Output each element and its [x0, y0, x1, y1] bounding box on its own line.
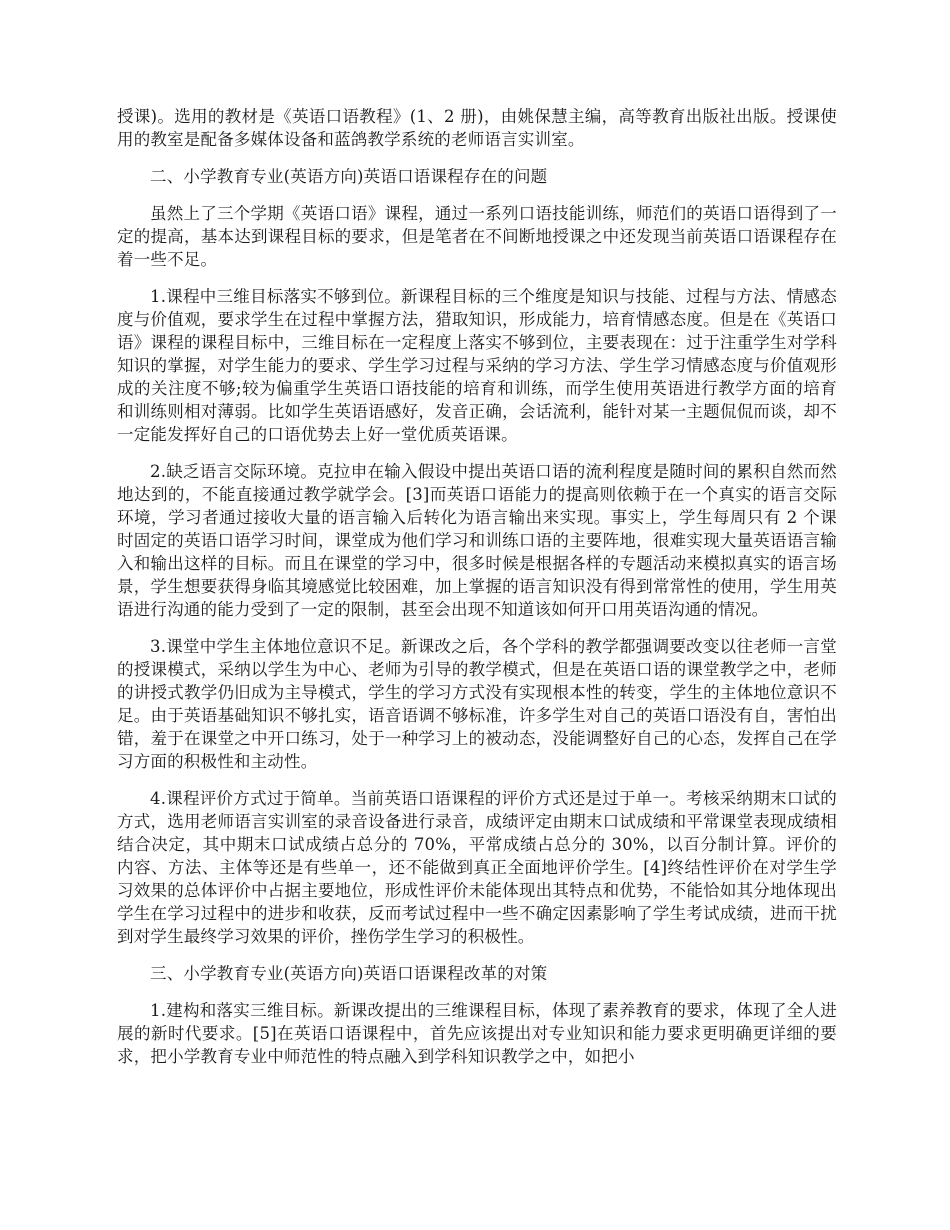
- paragraph-problem-2: 2.缺乏语言交际环境。克拉申在输入假设中提出英语口语的流利程度是随时间的累积自然而然地达到的，不能直接通过教学就学会。[3]而英语口语能力的提高则依赖于在一个真实的语言交际环境，学习者通过接收大量的语言输入后转化为语言输出来实现。事实上，学生每周只有 2 个课时固定的英语口语学习时间，课堂成为他们学习和训练口语的主要阵地，很难实现大量英语语言输入和输出这样的目标。而且在课堂的学习中，很多时候是根据各样的专题活动来模拟真实的语言场景，学生想要获得身临其境感觉比较困难，加上掌握的语言知识没有得到常常性的使用，学生用英语进行沟通的能力受到了一定的限制，甚至会出现不知道该如何开口用英语沟通的情况。: [117, 462, 837, 619]
- paragraph-problems-overview: 虽然上了三个学期《英语口语》课程，通过一系列口语技能训练，师范们的英语口语得到了一定的提高，基本达到课程目标的要求，但是笔者在不间断地授课之中还发现当前英语口语课程存在着一些不足。: [117, 204, 837, 269]
- paragraph-problem-4: 4.课程评价方式过于简单。当前英语口语课程的评价方式还是过于单一。考核采纳期末口试的方式，选用老师语言实训室的录音设备进行录音，成绩评定由期末口试成绩和平常课堂表现成绩相结合决定，其中期末口试成绩占总分的 70%，平常成绩占总分的 30%，以百分制计算。评价的内容、方法、主体等还是有些单一，还不能做到真正全面地评价学生。[4]终结性评价在对学生学习效果的总体评价中占据主要地位，形成性评价未能体现出其特点和优势，不能恰如其分地体现出学生在学习过程中的进步和收获，反而考试过程中一些不确定因素影响了学生考试成绩，进而干扰到对学生最终学习效果的评价，挫伤学生学习的积极性。: [117, 789, 837, 946]
- paragraph-intro: 授课)。选用的教材是《英语口语教程》(1、2 册)，由姚保慧主编，高等教育出版社出版。授课使用的教室是配备多媒体设备和蓝鸽教学系统的老师语言实训室。: [117, 107, 837, 149]
- paragraph-problem-3: 3.课堂中学生主体地位意识不足。新课改之后，各个学科的教学都强调要改变以往老师一言堂的授课模式，采纳以学生为中心、老师为引导的教学模式，但是在英语口语的课堂教学之中，老师的讲授式教学仍旧成为主导模式，学生的学习方式没有实现根本性的转变，学生的主体地位意识不足。由于英语基础知识不够扎实，语音语调不够标准，许多学生对自己的英语口语没有自，害怕出错，羞于在课堂之中开口练习，处于一种学习上的被动态，没能调整好自己的心态，发挥自己在学习方面的积极性和主动性。: [117, 637, 837, 771]
- document-page: [117, 105, 837, 1082]
- paragraph-strategy-1: 1.建构和落实三维目标。新课改提出的三维课程目标，体现了素养教育的要求，体现了全人进展的新时代要求。[5]在英语口语课程中，首先应该提出对专业知识和能力要求更明确更详细的要求，把小学教育专业中师范性的特点融入到学科知识教学之中，如把小: [117, 1001, 837, 1066]
- section-heading-problems: 二、小学教育专业(英语方向)英语口语课程存在的问题: [150, 167, 548, 186]
- paragraph-problem-1: 1.课程中三维目标落实不够到位。新课程目标的三个维度是知识与技能、过程与方法、情感态度与价值观，要求学生在过程中掌握方法，猎取知识，形成能力，培育情感态度。但是在《英语口语》课程的课程目标中，三维目标在一定程度上落实不够到位，主要表现在：过于注重学生对学科知识的掌握，对学生能力的要求、学生学习过程与采纳的学习方法、学生学习情感态度与价值观形成的关注度不够;较为偏重学生英语口语技能的培育和训练，而学生使用英语进行教学方面的培育和训练则相对薄弱。比如学生英语语感好，发音正确，会话流利，能针对某一主题侃侃而谈，却不一定能发挥好自己的口语优势去上好一堂优质英语课。: [117, 287, 837, 444]
- section-heading-strategies: 三、小学教育专业(英语方向)英语口语课程改革的对策: [150, 964, 548, 983]
